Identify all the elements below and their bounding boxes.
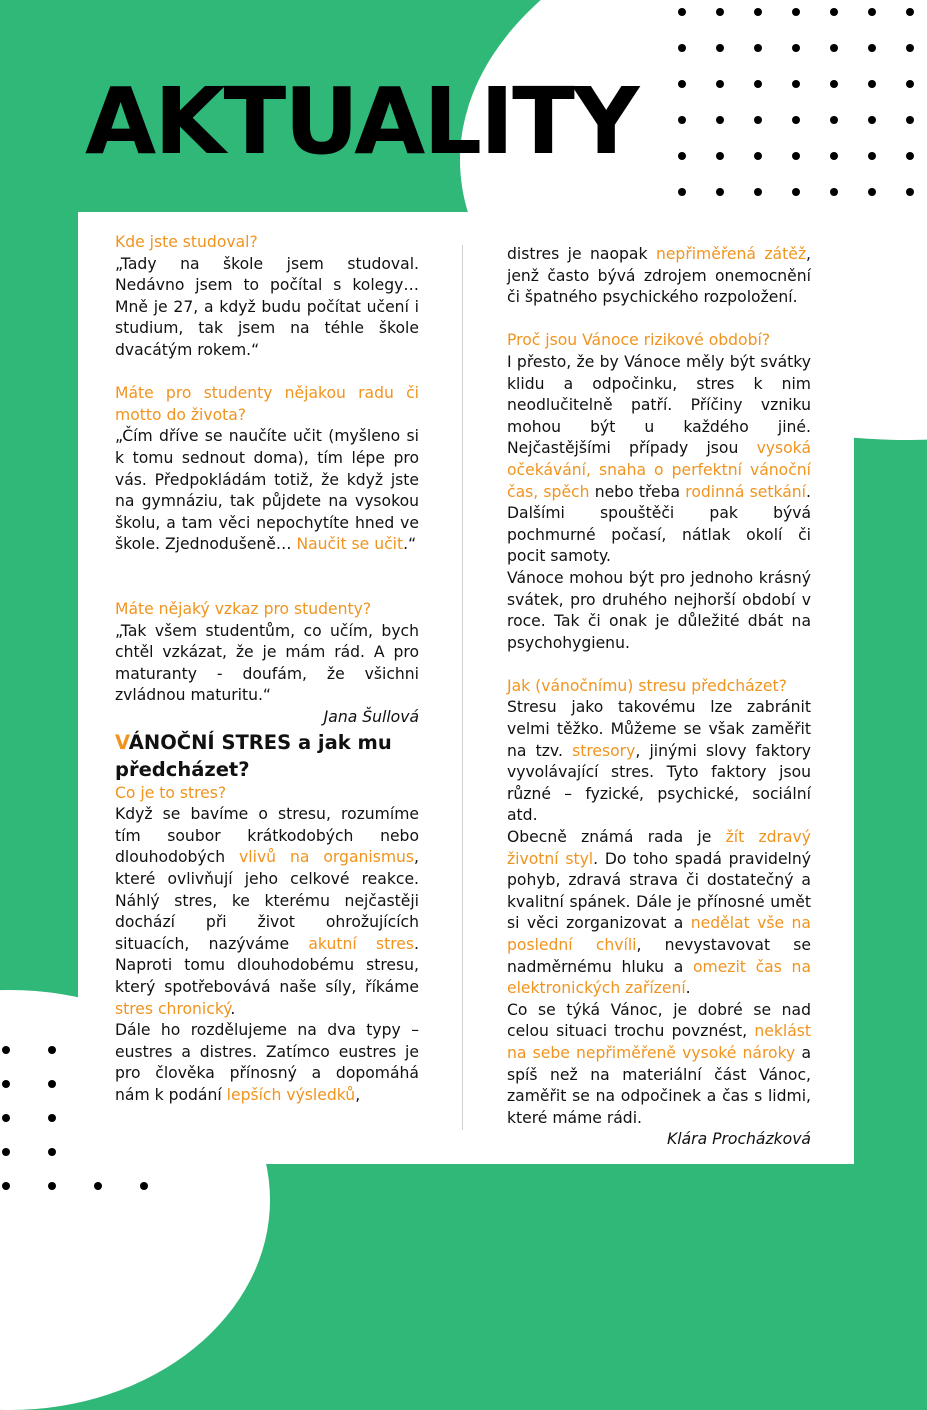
- dot: [792, 116, 800, 124]
- dot: [716, 116, 724, 124]
- dot: [906, 80, 914, 88]
- interview-answer-1: „Tady na škole jsem studoval. Nedávno jsem to počítal s kolegy… Mně je 27, a když budu počítat učení i studium, tak jsem na téhle škole dvacátým rokem.“: [115, 254, 419, 359]
- dot: [716, 152, 724, 160]
- dot: [140, 1182, 148, 1190]
- dot: [792, 44, 800, 52]
- dot: [2, 1114, 10, 1122]
- dot: [48, 1182, 56, 1190]
- dot: [830, 152, 838, 160]
- left-column: [115, 232, 419, 1107]
- dot: [830, 116, 838, 124]
- page-title: AKTUALITY: [85, 68, 638, 175]
- dot: [94, 1182, 102, 1190]
- dot: [754, 8, 762, 16]
- dot: [48, 1080, 56, 1088]
- interview-question-2: Máte pro studenty nějakou radu či motto do života?: [115, 384, 419, 424]
- dot: [716, 44, 724, 52]
- dot: [678, 8, 686, 16]
- dot: [830, 80, 838, 88]
- article-paragraph-4: Vánoce mohou být pro jednoho krásný svátek, pro druhého nejhorší období v roce. Tak či onak je důležité dbát na psychohygienu.: [507, 568, 811, 652]
- article-paragraph-6: Obecně známá rada je žít zdravý životní styl. Do toho spadá pravidelný pohyb, zdravá strava či dostatečný a kvalitní spánek. Dále je přínosné umět si věci zorganizovat a nedělat vše na poslední chvíli, nevystavovat se nadměrnému hluku a omezit čas na elektronických zařízení.: [507, 828, 811, 998]
- dot: [754, 116, 762, 124]
- dot: [792, 188, 800, 196]
- article-paragraph-5: Stresu jako takovému lze zabránit velmi těžko. Můžeme se však zaměřit na tzv. stresory, jinými slovy faktory vyvolávající stres. Tyto faktory jsou různé – fyzické, psychické, sociální atd.: [507, 698, 811, 825]
- dot: [868, 44, 876, 52]
- dot: [906, 152, 914, 160]
- article-paragraph-7: Co se týká Vánoc, je dobré se nad celou situaci trochu povznést, neklást na sebe nepřiměřeně vysoké nároky a spíš než na materiální část Vánoc, zaměřit se na odpočinek a čas s lidmi, které máme rádi.: [507, 1000, 811, 1127]
- dot: [2, 1046, 10, 1054]
- dot: [868, 152, 876, 160]
- dot: [868, 188, 876, 196]
- dot: [48, 1148, 56, 1156]
- dot: [678, 44, 686, 52]
- column-divider: [462, 245, 463, 1130]
- dot: [868, 116, 876, 124]
- dot: [906, 44, 914, 52]
- dot: [868, 80, 876, 88]
- dot: [754, 80, 762, 88]
- dot: [716, 8, 724, 16]
- dot: [868, 8, 876, 16]
- dot: [678, 80, 686, 88]
- dot: [906, 188, 914, 196]
- dot: [2, 1182, 10, 1190]
- article-paragraph-2-start: Dále ho rozdělujeme na dva typy – eustres a distres. Zatímco eustres je pro člověka přínosný a dopomáhá nám k podání lepších výsledků,: [115, 1021, 419, 1104]
- article-signature: Klára Procházková: [667, 1130, 811, 1149]
- article-question-1: Co je to stres?: [115, 783, 227, 802]
- interview-answer-2: „Čím dříve se naučíte učit (myšleno si k tomu sednout doma), tím lépe pro vás. Předpokládám totiž, že když jste na gymnáziu, tak půjdete na vysokou školu, a tam věci nepochytíte hned ve škole. Zjednodušeně… Naučit se učit.“: [115, 427, 419, 554]
- interview-question-1: Kde jste studoval?: [115, 233, 258, 251]
- dot: [906, 8, 914, 16]
- dot: [830, 44, 838, 52]
- interview-answer-3: „Tak všem studentům, co učím, bych chtěl vzkázat, že je mám rád. A pro maturanty - doufám, že všichni zvládnou maturitu.“: [115, 621, 419, 705]
- article-paragraph-3: I přesto, že by Vánoce měly být svátky klidu a odpočinku, stres k nim neodlučitelně patří. Příčiny vzniku mohou být u každého jiné. Nejčastějšími případy jsou vysoká očekávání, snaha o perfektní vánoční čas, spěch nebo třeba rodinná setkání. Dalšími spouštěči pak bývá pochmurné počasí, nátlak okolí či pocit samoty.: [507, 352, 811, 566]
- dot: [792, 152, 800, 160]
- article-question-3: Jak (vánočnímu) stresu předcházet?: [507, 676, 787, 695]
- article-paragraph-2-end: distres je naopak nepřiměřená zátěž, jenž často bývá zdrojem onemocnění či špatného psychického rozpoložení.: [507, 245, 811, 307]
- dot: [754, 152, 762, 160]
- dot: [830, 188, 838, 196]
- right-column: [507, 244, 811, 1151]
- dot: [754, 188, 762, 196]
- dot: [830, 8, 838, 16]
- dot: [678, 116, 686, 124]
- dot: [754, 44, 762, 52]
- interview-signature: Jana Šullová: [323, 708, 419, 727]
- dot: [48, 1114, 56, 1122]
- article-paragraph-1: Když se bavíme o stresu, rozumíme tím soubor krátkodobých nebo dlouhodobých vlivů na organismus, které ovlivňují jeho celkové reakce. Náhlý stres, ke kterému nejčastěji dochází při život ohrožujících situacích, nazýváme akutní stres. Naproti tomu dlouhodobému stresu, který spotřebovává naše síly, říkáme stres chronický.: [115, 805, 420, 1018]
- dot: [906, 116, 914, 124]
- dot: [678, 152, 686, 160]
- dot: [2, 1080, 10, 1088]
- dot: [792, 80, 800, 88]
- dot: [792, 8, 800, 16]
- dot: [48, 1046, 56, 1054]
- dot: [678, 188, 686, 196]
- interview-question-3: Máte nějaký vzkaz pro studenty?: [115, 600, 372, 619]
- article-question-2: Proč jsou Vánoce rizikové období?: [507, 331, 771, 350]
- dot: [716, 80, 724, 88]
- article-heading: VÁNOČNÍ STRES a jak mu předcházet?: [115, 730, 392, 781]
- dot: [716, 188, 724, 196]
- dot: [2, 1148, 10, 1156]
